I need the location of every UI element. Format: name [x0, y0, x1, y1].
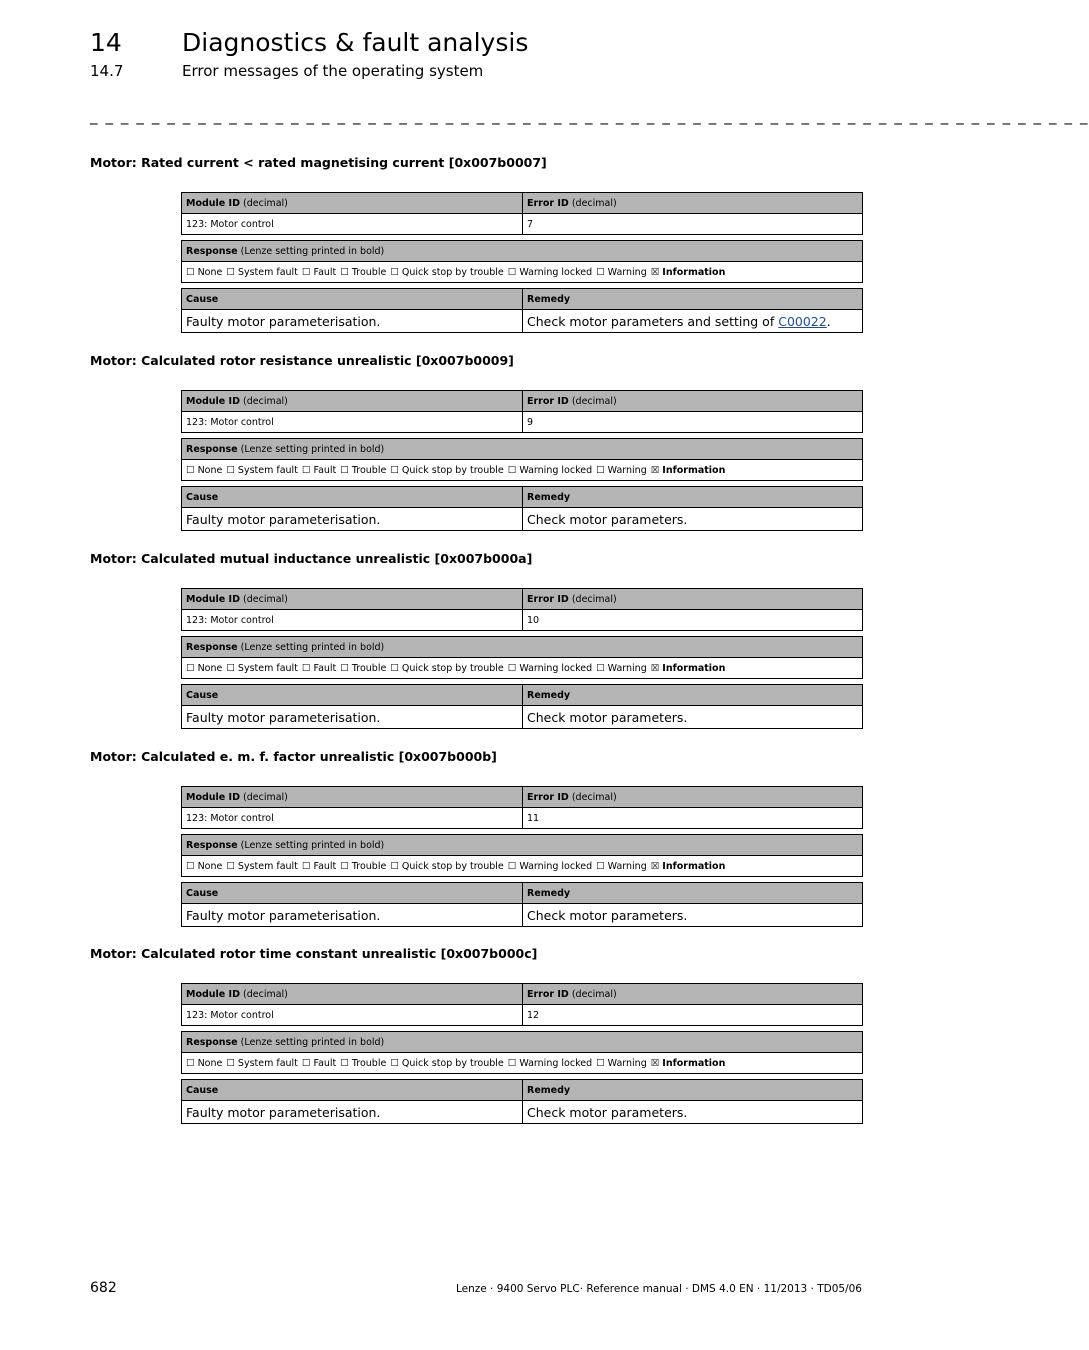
checkbox-icon: ☐ — [301, 860, 311, 872]
checkbox-icon: ☐ — [390, 860, 399, 872]
response-option-label: Warning — [607, 1057, 647, 1069]
response-option-label: Information — [662, 1057, 726, 1069]
response-option — [508, 465, 592, 476]
checkbox-icon: ☐ — [226, 860, 235, 872]
remedy-value — [523, 706, 863, 729]
cause-header: Cause — [182, 487, 523, 508]
response-option-label: None — [197, 662, 223, 674]
cause-header: Cause — [182, 883, 523, 904]
error-id-value: 10 — [523, 610, 863, 631]
checkbox-icon: ☐ — [507, 662, 517, 674]
response-option — [302, 1058, 336, 1069]
response-option-label: Warning — [607, 860, 647, 872]
response-option — [508, 267, 592, 278]
response-option — [651, 663, 726, 674]
response-option-label: Quick stop by trouble — [401, 464, 504, 476]
response-header: Response (Lenze setting printed in bold) — [182, 1032, 863, 1053]
response-option-label: System fault — [237, 662, 298, 674]
page-number: 682 — [90, 1280, 117, 1296]
response-option-label: Information — [662, 464, 726, 476]
parameter-link[interactable]: C00022 — [778, 313, 827, 329]
section-title: Error messages of the operating system — [182, 62, 484, 80]
checkbox-icon: ☒ — [650, 464, 660, 476]
checkbox-icon: ☐ — [301, 464, 311, 476]
response-option — [186, 267, 222, 278]
response-table — [181, 240, 863, 283]
cause-header: Cause — [182, 289, 523, 310]
cause-value: Faulty motor parameterisation. — [182, 706, 523, 729]
module-id-value: 123: Motor control — [182, 412, 523, 433]
response-option — [596, 1058, 647, 1069]
checkbox-icon: ☐ — [340, 662, 349, 674]
remedy-header: Remedy — [523, 1080, 863, 1101]
response-option-label: Warning locked — [519, 266, 593, 278]
response-option-label: System fault — [237, 464, 298, 476]
remedy-value — [523, 310, 863, 333]
module-id-header: Module ID (decimal) — [182, 984, 523, 1005]
response-option — [390, 663, 503, 674]
remedy-value — [523, 904, 863, 927]
checkbox-icon: ☐ — [226, 1057, 235, 1069]
response-option — [596, 663, 647, 674]
remedy-text: Check motor parameters. — [527, 907, 688, 923]
error-title: Motor: Calculated e. m. f. factor unrealistic [0x007b000b] — [90, 749, 497, 764]
id-table — [181, 786, 863, 829]
response-option-label: Fault — [313, 266, 337, 278]
header-separator: _ _ _ _ _ _ _ _ _ _ _ _ _ _ _ _ _ _ _ _ _ _ _ _ _ _ _ _ _ _ _ _ _ _ _ _ _ _ _ _ _ _ _ _ _ _ _ _ _ _ _ _ _ _ _ _ _ _ _ _ _ _ _ _ _ — [90, 107, 1089, 125]
response-header: Response (Lenze setting printed in bold) — [182, 835, 863, 856]
response-option-label: Fault — [313, 860, 337, 872]
response-option-label: Trouble — [351, 266, 387, 278]
response-option — [302, 861, 336, 872]
response-option — [340, 267, 386, 278]
response-option — [651, 861, 726, 872]
response-option-label: None — [197, 464, 223, 476]
error-title: Motor: Calculated rotor resistance unrealistic [0x007b0009] — [90, 353, 514, 368]
module-id-value: 123: Motor control — [182, 808, 523, 829]
checkbox-icon: ☐ — [507, 860, 517, 872]
response-option — [390, 465, 503, 476]
checkbox-icon: ☐ — [301, 1057, 311, 1069]
document-info: Lenze · 9400 Servo PLC· Reference manual · DMS 4.0 EN · 11/2013 · TD05/06 — [455, 1283, 862, 1295]
id-table — [181, 192, 863, 235]
response-option — [226, 663, 298, 674]
response-table — [181, 834, 863, 877]
error-id-header: Error ID (decimal) — [523, 589, 863, 610]
remedy-value — [523, 1101, 863, 1124]
module-id-header: Module ID (decimal) — [182, 787, 523, 808]
response-option-label: Information — [662, 266, 726, 278]
remedy-header: Remedy — [523, 685, 863, 706]
section-number: 14.7 — [90, 62, 124, 80]
response-option — [596, 465, 647, 476]
error-id-value: 12 — [523, 1005, 863, 1026]
response-option-label: Trouble — [351, 464, 387, 476]
remedy-header: Remedy — [523, 289, 863, 310]
checkbox-icon: ☐ — [340, 464, 349, 476]
response-header: Response (Lenze setting printed in bold) — [182, 637, 863, 658]
response-option-label: Quick stop by trouble — [401, 662, 504, 674]
response-option-label: Warning locked — [519, 662, 593, 674]
cause-remedy-table — [181, 288, 863, 333]
remedy-suffix: . — [826, 313, 831, 329]
response-option-label: Information — [662, 662, 726, 674]
response-options — [182, 658, 863, 679]
response-option-label: Warning — [607, 464, 647, 476]
error-id-value: 7 — [523, 214, 863, 235]
response-option — [186, 1058, 222, 1069]
module-id-value: 123: Motor control — [182, 1005, 523, 1026]
response-option — [302, 267, 336, 278]
response-option — [390, 1058, 503, 1069]
checkbox-icon: ☐ — [226, 464, 235, 476]
chapter-number: 14 — [90, 28, 122, 57]
cause-remedy-table — [181, 882, 863, 927]
checkbox-icon: ☐ — [186, 1057, 195, 1069]
response-option — [226, 1058, 298, 1069]
response-option — [186, 861, 222, 872]
checkbox-icon: ☐ — [301, 266, 311, 278]
response-option-label: System fault — [237, 860, 298, 872]
response-option — [651, 267, 726, 278]
id-table — [181, 983, 863, 1026]
response-options — [182, 262, 863, 283]
error-id-value: 9 — [523, 412, 863, 433]
checkbox-icon: ☐ — [390, 1057, 399, 1069]
checkbox-icon: ☒ — [650, 662, 660, 674]
checkbox-icon: ☐ — [596, 1057, 605, 1069]
checkbox-icon: ☒ — [650, 860, 660, 872]
response-option-label: Trouble — [351, 860, 387, 872]
error-id-value: 11 — [523, 808, 863, 829]
response-option-label: Warning — [607, 662, 647, 674]
response-option — [226, 267, 298, 278]
checkbox-icon: ☐ — [226, 266, 235, 278]
remedy-text: Check motor parameters. — [527, 709, 688, 725]
response-table — [181, 438, 863, 481]
response-options — [182, 856, 863, 877]
response-option — [596, 267, 647, 278]
response-option — [186, 465, 222, 476]
checkbox-icon: ☐ — [390, 464, 399, 476]
checkbox-icon: ☐ — [390, 266, 399, 278]
cause-header: Cause — [182, 1080, 523, 1101]
response-option — [508, 663, 592, 674]
response-option — [226, 861, 298, 872]
checkbox-icon: ☐ — [226, 662, 235, 674]
checkbox-icon: ☐ — [596, 860, 605, 872]
cause-value: Faulty motor parameterisation. — [182, 1101, 523, 1124]
response-option-label: Quick stop by trouble — [401, 860, 504, 872]
response-option-label: Fault — [313, 1057, 337, 1069]
response-option-label: System fault — [237, 266, 298, 278]
checkbox-icon: ☐ — [340, 266, 349, 278]
checkbox-icon: ☐ — [390, 662, 399, 674]
module-id-value: 123: Motor control — [182, 610, 523, 631]
response-option — [340, 465, 386, 476]
response-option-label: None — [197, 266, 223, 278]
checkbox-icon: ☐ — [186, 266, 195, 278]
checkbox-icon: ☒ — [650, 1057, 660, 1069]
cause-header: Cause — [182, 685, 523, 706]
remedy-header: Remedy — [523, 487, 863, 508]
module-id-header: Module ID (decimal) — [182, 589, 523, 610]
checkbox-icon: ☐ — [301, 662, 311, 674]
checkbox-icon: ☒ — [650, 266, 660, 278]
response-option-label: Warning locked — [519, 860, 593, 872]
response-option — [651, 465, 726, 476]
checkbox-icon: ☐ — [507, 266, 517, 278]
error-id-header: Error ID (decimal) — [523, 193, 863, 214]
id-table — [181, 390, 863, 433]
cause-value: Faulty motor parameterisation. — [182, 508, 523, 531]
cause-value: Faulty motor parameterisation. — [182, 904, 523, 927]
checkbox-icon: ☐ — [186, 662, 195, 674]
response-option — [302, 465, 336, 476]
checkbox-icon: ☐ — [596, 662, 605, 674]
response-option-label: Fault — [313, 464, 337, 476]
response-option — [340, 861, 386, 872]
remedy-text: Check motor parameters and setting of — [527, 313, 779, 329]
module-id-header: Module ID (decimal) — [182, 193, 523, 214]
checkbox-icon: ☐ — [340, 1057, 349, 1069]
response-option — [340, 1058, 386, 1069]
response-option-label: Warning — [607, 266, 647, 278]
remedy-header: Remedy — [523, 883, 863, 904]
module-id-value: 123: Motor control — [182, 214, 523, 235]
response-option — [651, 1058, 726, 1069]
remedy-text: Check motor parameters. — [527, 1104, 688, 1120]
response-option-label: Trouble — [351, 662, 387, 674]
response-options — [182, 460, 863, 481]
response-option — [302, 663, 336, 674]
cause-remedy-table — [181, 684, 863, 729]
response-table — [181, 636, 863, 679]
error-title: Motor: Calculated mutual inductance unrealistic [0x007b000a] — [90, 551, 533, 566]
response-option — [596, 861, 647, 872]
error-id-header: Error ID (decimal) — [523, 984, 863, 1005]
response-option — [390, 267, 503, 278]
response-header: Response (Lenze setting printed in bold) — [182, 241, 863, 262]
response-option-label: System fault — [237, 1057, 298, 1069]
cause-remedy-table — [181, 486, 863, 531]
response-option — [226, 465, 298, 476]
checkbox-icon: ☐ — [186, 464, 195, 476]
chapter-title: Diagnostics & fault analysis — [182, 28, 529, 57]
cause-remedy-table — [181, 1079, 863, 1124]
checkbox-icon: ☐ — [507, 464, 517, 476]
response-option — [186, 663, 222, 674]
remedy-text: Check motor parameters. — [527, 511, 688, 527]
id-table — [181, 588, 863, 631]
checkbox-icon: ☐ — [596, 464, 605, 476]
error-title: Motor: Calculated rotor time constant unrealistic [0x007b000c] — [90, 946, 538, 961]
response-option — [340, 663, 386, 674]
module-id-header: Module ID (decimal) — [182, 391, 523, 412]
response-header: Response (Lenze setting printed in bold) — [182, 439, 863, 460]
section-heading — [90, 62, 483, 80]
error-id-header: Error ID (decimal) — [523, 787, 863, 808]
checkbox-icon: ☐ — [596, 266, 605, 278]
response-option-label: Quick stop by trouble — [401, 266, 504, 278]
response-options — [182, 1053, 863, 1074]
response-option-label: Warning locked — [519, 464, 593, 476]
checkbox-icon: ☐ — [186, 860, 195, 872]
response-option-label: None — [197, 1057, 223, 1069]
checkbox-icon: ☐ — [507, 1057, 517, 1069]
cause-value: Faulty motor parameterisation. — [182, 310, 523, 333]
response-option-label: Information — [662, 860, 726, 872]
response-option-label: None — [197, 860, 223, 872]
response-option-label: Quick stop by trouble — [401, 1057, 504, 1069]
error-id-header: Error ID (decimal) — [523, 391, 863, 412]
response-option-label: Fault — [313, 662, 337, 674]
response-option-label: Warning locked — [519, 1057, 593, 1069]
error-title: Motor: Rated current < rated magnetising current [0x007b0007] — [90, 155, 547, 170]
response-option — [508, 861, 592, 872]
chapter-heading — [90, 28, 528, 57]
response-table — [181, 1031, 863, 1074]
remedy-value — [523, 508, 863, 531]
checkbox-icon: ☐ — [340, 860, 349, 872]
response-option — [508, 1058, 592, 1069]
response-option — [390, 861, 503, 872]
response-option-label: Trouble — [351, 1057, 387, 1069]
